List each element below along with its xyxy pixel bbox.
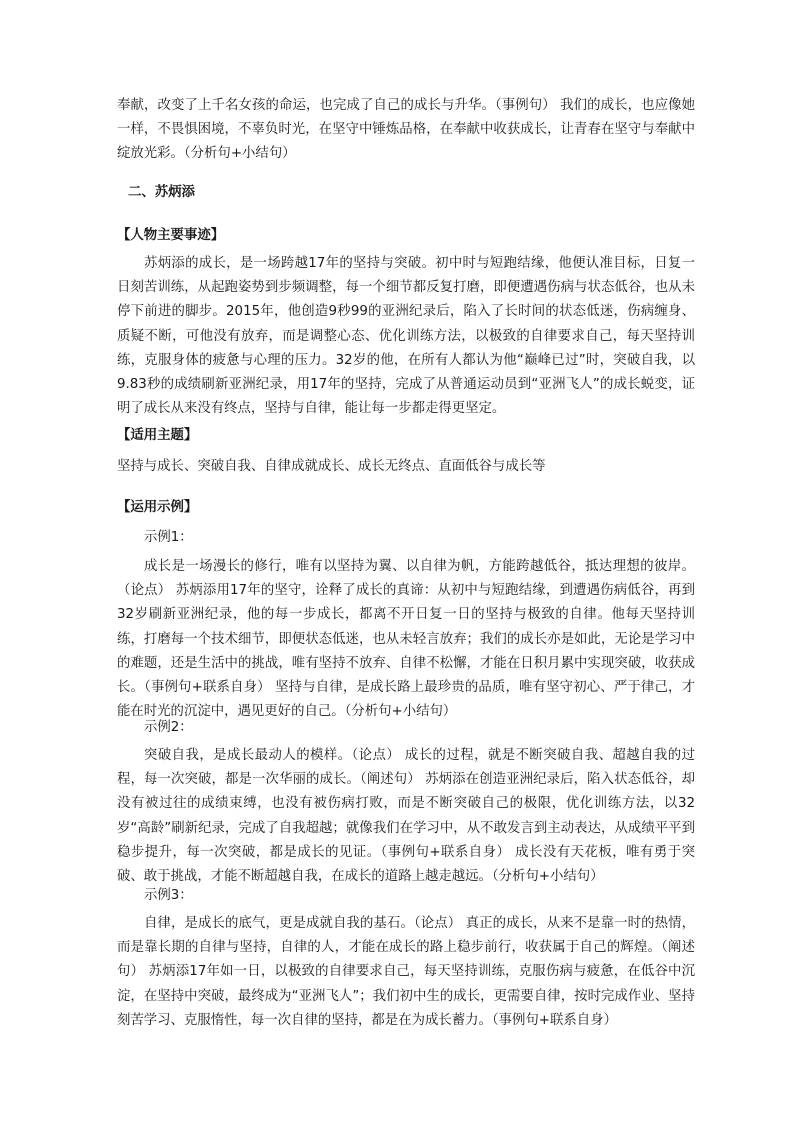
example-1-paragraph: 成长是一场漫长的修行，唯有以坚持为翼、以自律为帆，方能跨越低谷，抵达理想的彼岸。（论点） 苏炳添用17年的坚守，诠释了成长的真谛：从初中与短跑结缘，到遭遇伤病低谷，再到32岁刷新亚洲纪录，他的每一步成长，都离不开日复一日的坚持与极致的自律。他每天坚持训练，打磨每一个技术细节，即便状态低迷，也从未轻言放弃；我们的成长亦是如此，无论是学习中的难题，还是生活中的挑战，唯有坚持不放弃、自律不松懈，才能在日积月累中实现突破，收获成长。（事例句+联系自身） 坚持与自律，是成长路上最珍贵的品质，唯有坚守初心、严于律己，才能在时光的沉淀中，遇见更好的自己。（分析句+小结句）: [117, 559, 695, 720]
themes-heading: 【适用主题】: [117, 428, 198, 443]
examples-heading: 【运用示例】: [117, 500, 198, 515]
example-3-paragraph: 自律，是成长的底气，更是成就自我的基石。（论点） 真正的成长，从来不是靠一时的热情，而是靠长期的自律与坚持，自律的人，才能在成长的路上稳步前行，收获属于自己的辉煌。（阐述句） 苏炳添17年如一日，以极致的自律要求自己，每天坚持训练，克服伤病与疲惫，在低谷中沉淀，在坚持中突破，最终成为“亚洲飞人”；我们初中生的成长，更需要自律，按时完成作业、坚持刻苦学习、克服惰性，每一次自律的坚持，都是在为成长蓄力。（事例句+联系自身）: [117, 916, 695, 1028]
example-3-label: 示例3：: [144, 888, 193, 903]
deeds-paragraph: 苏炳添的成长，是一场跨越17年的坚持与突破。初中时与短跑结缘，他便认准目标，日复一日刻苦训练，从起跑姿势到步频调整，每一个细节都反复打磨，即便遭遇伤病与状态低谷，也从未停下前进的脚步。2015年，他创造9秒99的亚洲纪录后，陷入了长时间的状态低迷，伤病缠身、质疑不断，可他没有放弃，而是调整心态、优化训练方法，以极致的自律要求自己，每天坚持训练，克服身体的疲惫与心理的压力。32岁的他，在所有人都认为他“巅峰已过”时，突破自我，以9.83秒的成绩刷新亚洲纪录，用17年的坚持，完成了从普通运动员到“亚洲飞人”的成长蜕变，证明了成长从来没有终点，坚持与自律，能让每一步都走得更坚定。: [117, 256, 695, 417]
example-1-label: 示例1：: [144, 530, 193, 545]
themes-paragraph: 坚持与成长、突破自我、自律成就成长、成长无终点、直面低谷与成长等: [117, 459, 546, 474]
example-2-label: 示例2：: [144, 720, 193, 735]
deeds-heading: 【人物主要事迹】: [117, 228, 225, 243]
example-2-paragraph: 突破自我，是成长最动人的模样。（论点） 成长的过程，就是不断突破自我、超越自我的过程，每一次突破，都是一次华丽的成长。（阐述句） 苏炳添在创造亚洲纪录后，陷入状态低谷，却没有被过往的成绩束缚，也没有被伤病打败，而是不断突破自己的极限，优化训练方法，以32岁“高龄”刷新纪录，完成了自我超越；就像我们在学习中，从不敢发言到主动表达，从成绩平平到稳步提升，每一次突破，都是成长的见证。（事例句+联系自身） 成长没有天花板，唯有勇于突破、敢于挑战，才能不断超越自我，在成长的道路上越走越远。（分析句+小结句）: [117, 748, 695, 885]
section-title: 二、苏炳添: [128, 185, 195, 200]
top-paragraph: 奉献，改变了上千名女孩的命运，也完成了自己的成长与升华。（事例句） 我们的成长，也应像她一样，不畏惧困境，不辜负时光，在坚守中锤炼品格，在奉献中收获成长，让青春在坚守与奉献中绽放光彩。（分析句+小结句）: [117, 98, 695, 162]
